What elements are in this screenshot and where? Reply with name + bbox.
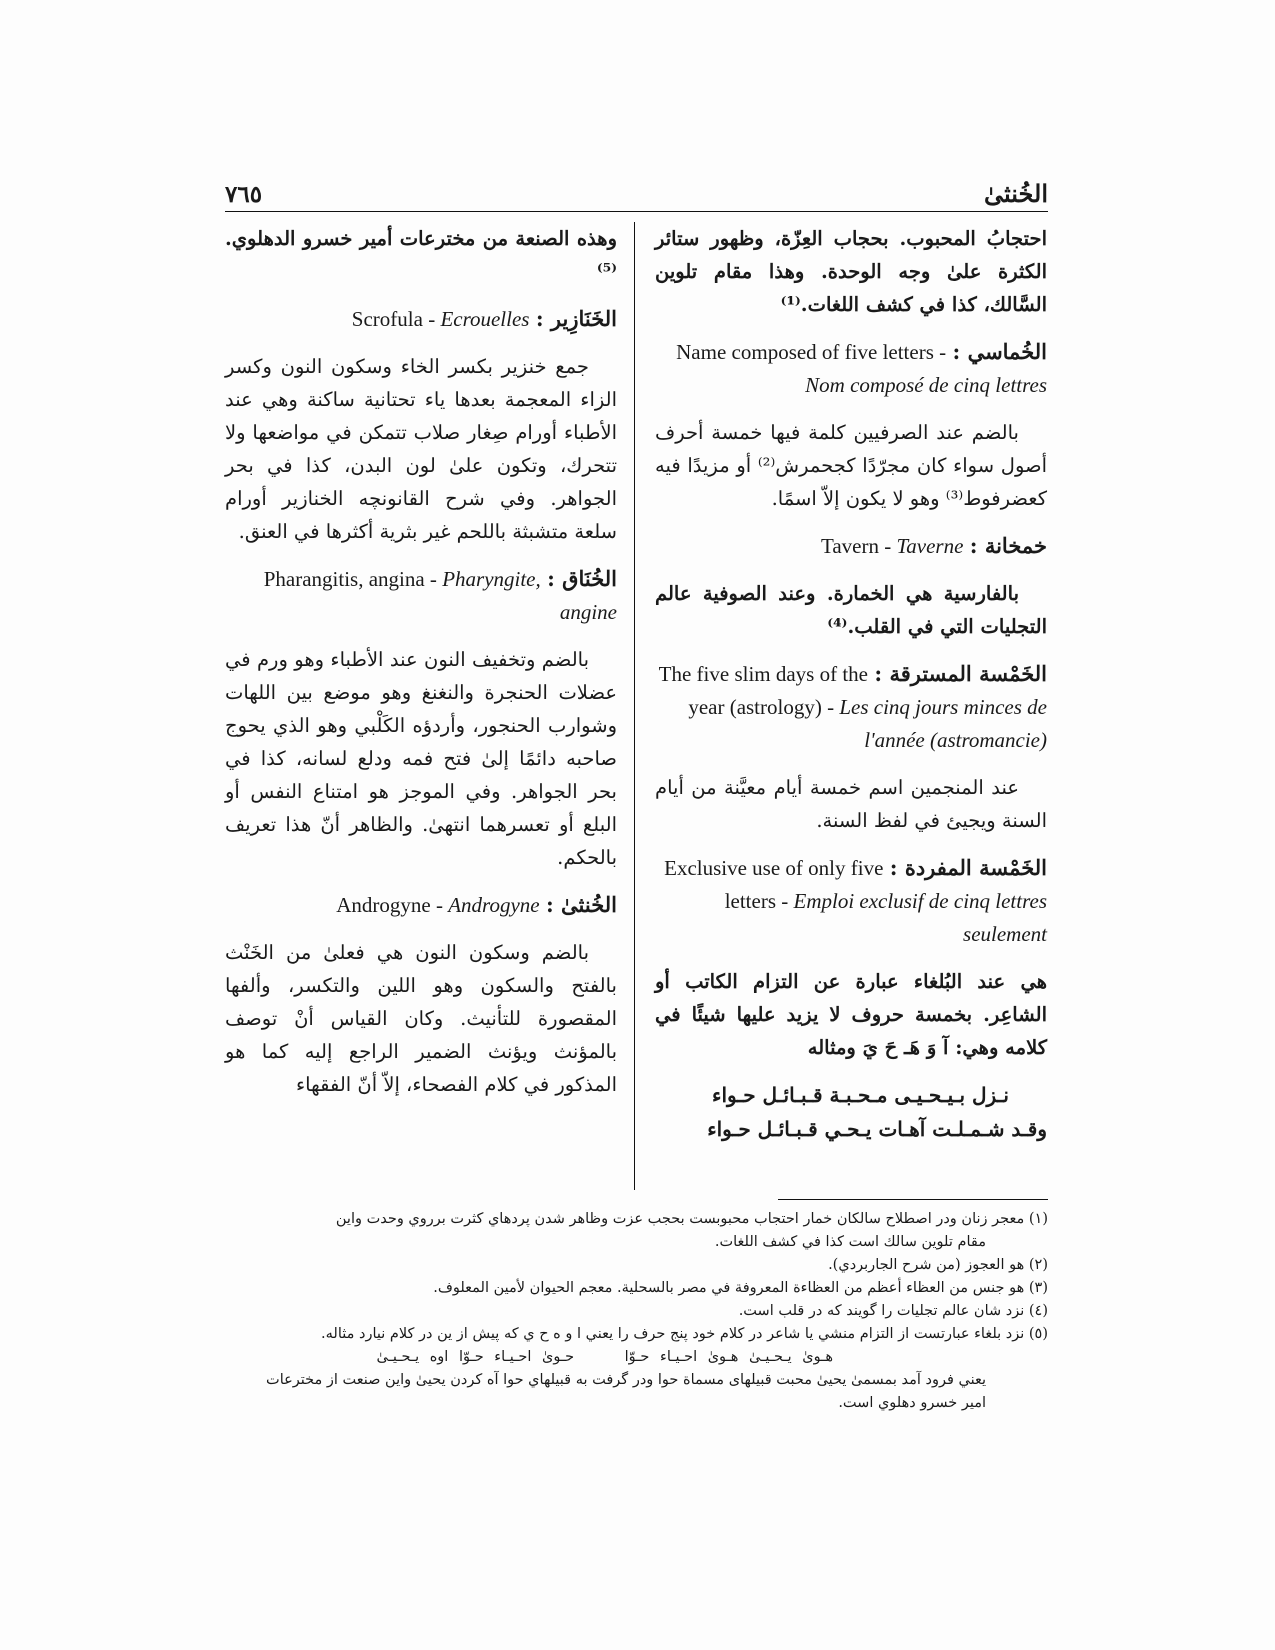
translation-fr: Taverne [896,534,964,558]
paragraph: بالضم عند الصرفيين كلمة فيها خمسة أحرف أصول سواء كان مجرّدًا كجحمرش⁽²⁾ أو مزيدًا فيه كعضرفوط⁽³⁾ وهو لا يكون إلاّ اسمًا. [655,421,1047,510]
footnote: (١) معجر زنان ودر اصطلاح سالكان خمار احتجاب محبوبست بحجب عزت وظاهر شدن پردهاي كثرت برروي وحدت واين [335,1211,1048,1227]
translation-fr: Emploi exclusif de cinq lettres seulement [793,889,1047,946]
headword: الخُنثىٰ : [545,892,617,917]
translation-fr: Ecrouelles [440,307,530,331]
headword: الخُماسي : [952,339,1047,364]
translation-en: Tavern - [821,534,897,558]
headword: الخَمْسة المفردة : [889,855,1047,880]
entry-headword [655,657,1047,757]
footnote-continuation: امير خسرو دهلوي است. [838,1395,986,1411]
paragraph: بالضم وتخفيف النون عند الأطباء وهو ورم في عضلات الحنجرة والنغنغ وهو موضع بين اللهات وشوارب الحنجور، وأردؤه الكَلْبي وهو الذي يحوج صاحبه دائمًا إلىٰ فتح فمه ودلع لسانه، كذا في بحر الجواهر. وفي الموجز هو امتناع النفس أو البلع أو تعسرهما انتهىٰ. والظاهر أنّ هذا تعريف بالحكم. [225,648,617,869]
verse-block [655,1078,1047,1146]
entry-headword [225,562,617,629]
translation-en: The five slim days of the year (astrology) - [658,662,869,719]
translation-fr: Pharyngite, angine [442,567,617,624]
left-column [225,222,617,1101]
page-number: ٧٦٥ [225,181,263,208]
translation-en: Androgyne - [336,893,449,917]
footnote-verse-hemistich: هـوىٰ يـحـيـىٰ هـوىٰ احـيـاء حـوّا [624,1349,833,1365]
translation-fr: Nom composé de cinq lettres [805,373,1047,397]
running-head: الخُنثىٰ [984,179,1048,208]
entry-headword [655,529,1047,563]
verse-line: وقـد شـمـلـت آهـات يـحـي قـبـائـل حـواء [707,1117,1047,1141]
entry-headword [225,302,617,336]
paragraph: بالضم وسكون النون هي فعلىٰ من الخَنْث بالفتح والسكون وهو اللين والتكسر، وألفها المقصورة للتأنيث. وكان القياس أنْ توصف بالمؤنث ويؤنث الضمير الراجع إليه كما هو المذكور في كلام الفصحاء، إلاّ أنّ الفقهاء [225,941,617,1096]
paragraph: بالفارسية هي الخمارة. وعند الصوفية عالم التجليات التي في القلب.⁽⁴⁾ [655,582,1047,638]
footnote-continuation: مقام تلوين سالك است كذا في كشف اللغات. [714,1234,986,1250]
footnote-verse-hemistich: حـوىٰ احـيـاء حـوّا اوه يـحـيـىٰ [376,1349,575,1365]
entry-headword [655,335,1047,402]
entry-headword [655,851,1047,951]
verse-line: نـزل بـيـحـيـى مـحـبـة قـبـائـل حـواء [712,1083,1009,1107]
translation [336,893,539,917]
headword: الخَنَازِير : [535,306,617,331]
footnote-continuation: يعني فرود آمد بمسمىٰ يحيىٰ محبت قبيلهاى مسماة حوا ودر گرفت به قبيلهاي حوا آه كردن يحيىٰ واين صنعت از مخترعات [266,1372,986,1388]
footnote-rule [778,1199,1048,1200]
footnote: (٣) هو جنس من العظاء أعظم من العظاءة المعروفة في مصر بالسحلية. معجم الحيوان لأمين المعلوف. [433,1280,1048,1296]
paragraph: هي عند البُلغاء عبارة عن التزام الكاتب أو الشاعِر. بخمسة حروف لا يزيد عليها شيئًا في كلامه وهي: آ وَ هَـ حَ يَ ومثاله [655,970,1047,1059]
translation-fr: Androgyne [448,893,540,917]
page-header [225,170,1048,208]
translation-en: Scrofula - [351,307,441,331]
paragraph: وهذه الصنعة من مخترعات أمير خسرو الدهلوي.⁽⁵⁾ [225,227,617,283]
footnote: (٢) هو العجوز (من شرح الجاربردي). [828,1257,1048,1273]
column-divider [634,222,635,1190]
paragraph: احتجابُ المحبوب. بحجاب العِزّة، وظهور ستائر الكثرة علىٰ وجه الوحدة. وهذا مقام تلوين السَّالك، كذا في كشف اللغات.⁽¹⁾ [655,227,1047,316]
right-column [655,222,1047,1146]
headword: الخُنَاق : [547,566,617,591]
footnote: (٥) نزد بلغاء عبارتست از التزام منشي يا شاعر در كلام خود پنج حرف را يعني ا و ه ح ي كه پيش از ين در كلام نيارد مثاله. [321,1326,1048,1342]
headword: خمخانة : [969,533,1047,558]
translation-en: Name composed of five letters - [676,340,947,364]
paragraph: عند المنجمين اسم خمسة أيام معيَّنة من أيام السنة ويجيئ في لفظ السنة. [655,776,1047,832]
paragraph: جمع خنزير بكسر الخاء وسكون النون وكسر الزاء المعجمة بعدها ياء تحتانية ساكنة وهي عند الأطباء أورام صِغار صلاب تتمكن في مواضعها ولا تتحرك، وتكون علىٰ لون البدن، كذا في بحر الجواهر. وفي شرح القانونچه الخنازير أورام سلعة متشبثة باللحم غير بثرية أكثرها في العنق. [225,355,617,543]
footnotes [205,1208,1048,1415]
translation [821,534,963,558]
entry-headword [225,888,617,922]
footnote-verse [205,1346,1048,1369]
translation-en: Pharangitis, angina - [263,567,443,591]
translation-en: Exclusive use of only five letters - [664,856,884,913]
footnote: (٤) نزد شان عالم تجليات را گويند كه در قلب است. [738,1303,1048,1319]
translation-fr: Les cinq jours minces de l'année (astromancie) [839,695,1047,752]
header-rule [225,211,1048,212]
headword: الخَمْسة المسترقة : [874,661,1047,686]
translation [352,307,530,331]
